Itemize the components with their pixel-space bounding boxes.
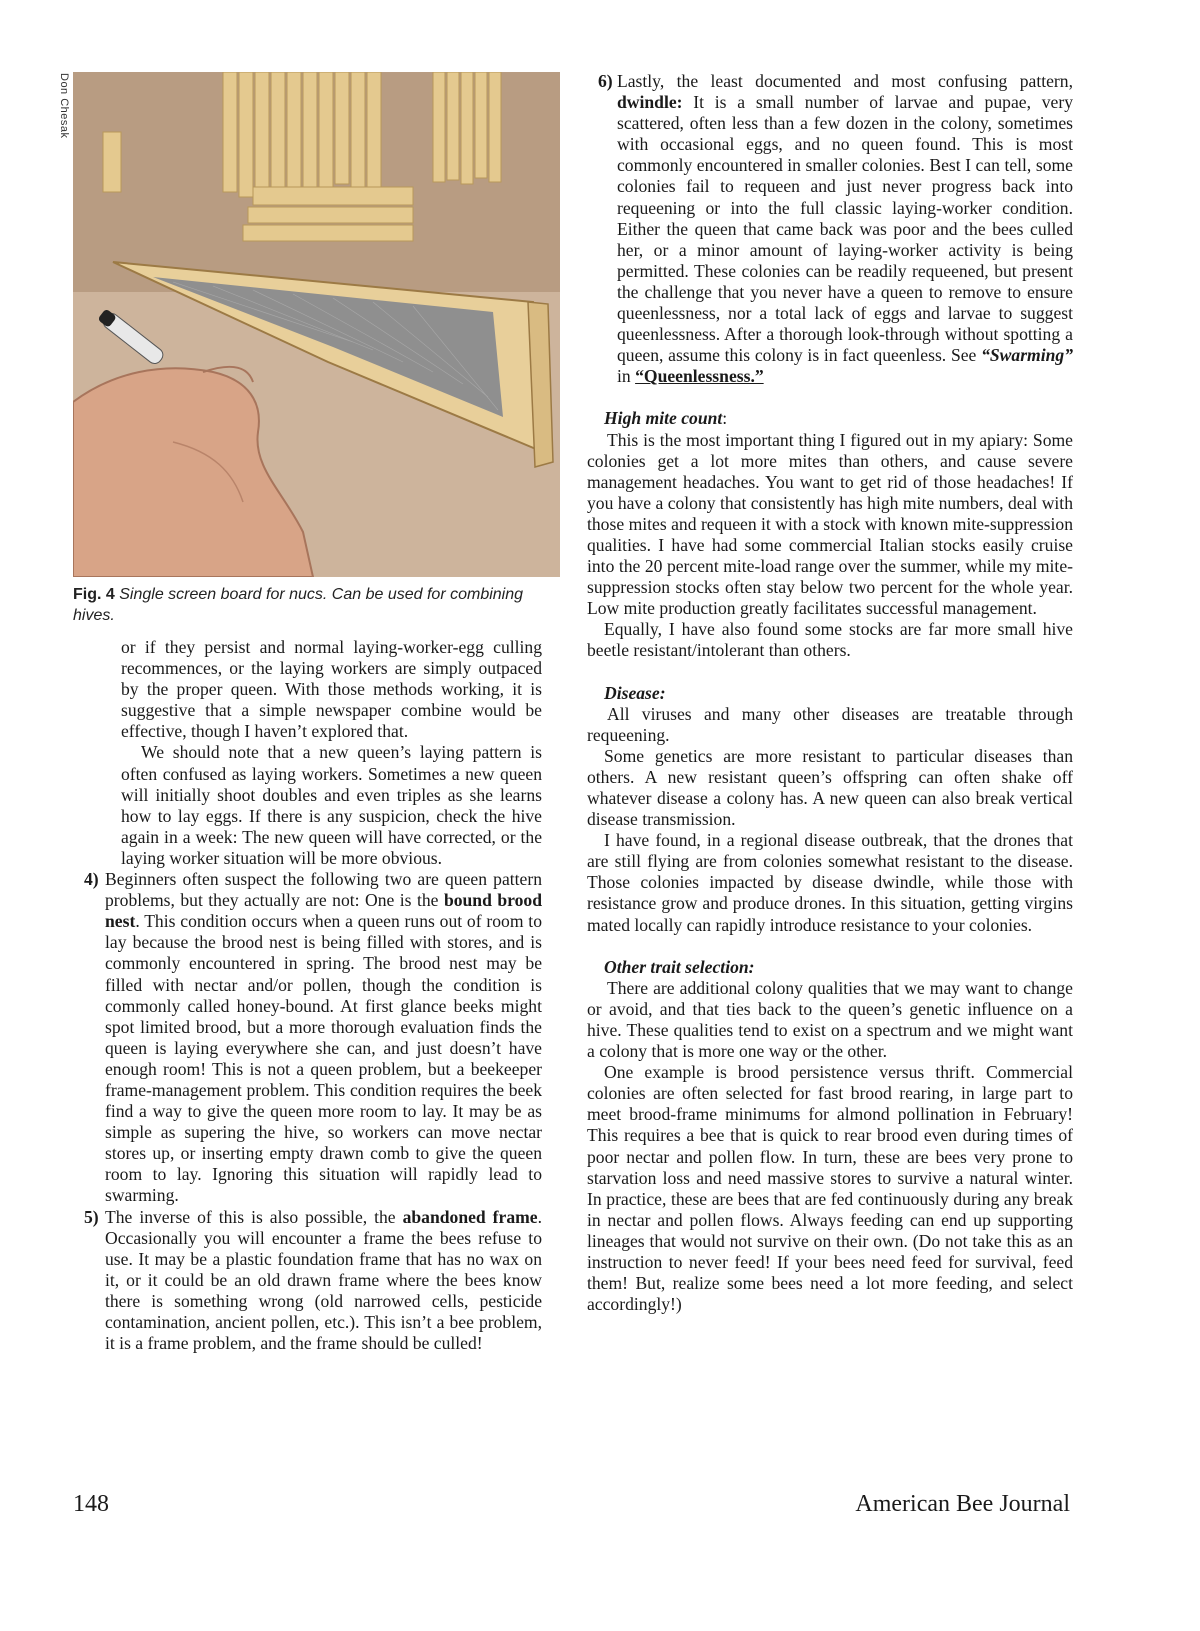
bold-term: dwindle:	[617, 92, 683, 113]
paragraph: or if they persist and normal laying-worker-egg culling recommences, or the laying workers are simply outpaced by the proper queen. With those methods working, it is suggestive that a simple newspaper combine would be effective, though I haven’t explored that.	[121, 637, 542, 742]
left-column	[84, 637, 542, 1354]
section-heading-other: Other trait selection:	[604, 956, 755, 977]
list-item-6	[587, 71, 1073, 387]
paragraph: We should note that a new queen’s laying pattern is often confused as laying workers. Sometimes a new queen will initially shoot doubles and even triples as she learns how to lay eggs. If there is any suspicion, check the hive again in a week: The new queen will have corrected, or the laying worker situation will be more obvious.	[121, 742, 542, 868]
paragraph: There are additional colony qualities that we may want to change or avoid, and that ties back to the queen’s genetic influence on a hive. These qualities tend to exist on a spectrum and we might want a colony that is more one way or the other.	[587, 977, 1073, 1062]
photo-credit: Don Chesak	[58, 73, 70, 139]
page-number: 148	[73, 1491, 109, 1517]
paragraph: I have found, in a regional disease outbreak, that the drones that are still flying are from colonies somewhat resistant to the disease. Those colonies impacted by disease dwindle, while those with resistance grow and produce drones. In this situation, getting virgins mated locally can rapidly introduce resistance to your colonies.	[587, 830, 1073, 935]
item-text: . This condition occurs when a queen runs out of room to lay because the brood nest is being filled with stores, and is commonly encountered in spring. The brood nest may be filled with nectar and/or pollen, though the condition is commonly called honey-bound. At first glance beeks might spot limited brood, but a more thorough evaluation finds the queen is laying everywhere she can, and just doesn’t have enough room! This is not a queen problem, but a beekeeper frame-management problem. This condition requires the beek find a way to give the queen more room to lay. It may be as simple as supering the hive, so workers can move nectar stores up, or inserting empty drawn comb to give the queen room to lay. Ignoring this situation will rapidly lead to swarming.	[105, 911, 542, 1206]
heading-colon: :	[722, 408, 728, 429]
list-item-5	[84, 1207, 542, 1355]
heading-text: High mite count	[604, 408, 723, 429]
right-column	[587, 71, 1073, 1315]
item-number: 4)	[84, 869, 99, 890]
item-text: Lastly, the least documented and most confusing pattern,	[617, 71, 1073, 91]
screen-board-photo	[73, 72, 560, 577]
figure-label: Fig. 4	[73, 586, 115, 603]
paragraph: Some genetics are more resistant to particular diseases than others. A new resistant queen’s offspring can often shake off whatever disease a colony has. A new queen can also break vertical disease transmission.	[587, 745, 1073, 830]
cross-reference: “Queenlessness.”	[635, 366, 764, 387]
bold-term: abandoned frame	[402, 1206, 538, 1227]
item-text: . Occasionally you will encounter a frame the bees refuse to use. It may be a plastic foundation frame that has no wax on it, or it could be an old drawn frame where the bees know there is something wrong (old narrowed cells, pesticide contamination, ancient pollen, etc.). This isn’t a bee problem, it is a frame problem, and the frame should be culled!	[105, 1206, 543, 1354]
paragraph: All viruses and many other diseases are treatable through requeening.	[587, 703, 1073, 745]
item-text: in	[617, 366, 636, 387]
figure-caption	[73, 584, 563, 626]
item-text: The inverse of this is also possible, the	[105, 1206, 403, 1227]
item-text: It is a small number of larvae and pupae, very scattered, often less than a few dozen in the colony, sometimes with occasional eggs, and no queen found. This is most commonly encountered in smaller colonies. Best I can tell, some colonies fail to requeen and just never progress back into requeening or into the full classic laying-worker condition. Either the queen that came back was poor and the bees culled her, or a minor amount of laying-worker activity is being permitted. These colonies can be readily requeened, but present the challenge that you never have a queen to remove to ensure queenlessness, nor a total lack of eggs and larvae to suggest queenlessness. After a thorough look-through without spotting a queen, assume this colony is in fact queenless. See	[617, 92, 1073, 366]
paragraph: Equally, I have also found some stocks are far more small hive beetle resistant/intolerant than others.	[587, 619, 1073, 661]
publication-name: American Bee Journal	[855, 1491, 1070, 1517]
figure-photo	[73, 72, 560, 577]
figure-caption-text: Single screen board for nucs. Can be used for combining hives.	[73, 586, 524, 624]
item-number: 5)	[84, 1206, 99, 1227]
bold-term: bound brood nest	[105, 890, 542, 932]
paragraph: One example is brood persistence versus thrift. Commercial colonies are often selected for fast brood rearing, in large part to meet brood-frame minimums for almond pollination in February! This requires a bee that is quick to rear brood even during times of poor nectar and pollen flow. In turn, these are bees very prone to starvation loss and need massive stores to survive a natural winter. In practice, these are bees that are fed continuously during any break in nectar and pollen flows. Always feeding can end up supporting lineages that would not survive on their own. (Do not take this as an instruction to never feed! If your bees need feed for survival, feed them! But, realize some bees need a lot more feeding, and select accordingly!)	[587, 1062, 1073, 1315]
item-text: Beginners often suspect the following two are queen pattern problems, but they actually are not: One is the	[105, 869, 542, 911]
section-heading-disease: Disease:	[604, 682, 666, 703]
list-item-4	[84, 869, 542, 1207]
section-heading-mite	[587, 408, 1073, 429]
paragraph: This is the most important thing I figured out in my apiary: Some colonies get a lot more mites than others, and cause severe management headaches. You want to get rid of those headaches! If you have a colony that consistently has high mite numbers, deal with those mites and requeen it with a stock with known mite-suppression qualities. I have had some commercial Italian stocks easily cruise into the 20 percent mite-load range over the summer, while my mite-suppression stocks often stay below two percent for the whole year. Low mite production greatly facilitates successful management.	[587, 429, 1073, 619]
cross-reference: “Swarming”	[981, 345, 1073, 366]
item-number: 6)	[598, 71, 613, 91]
